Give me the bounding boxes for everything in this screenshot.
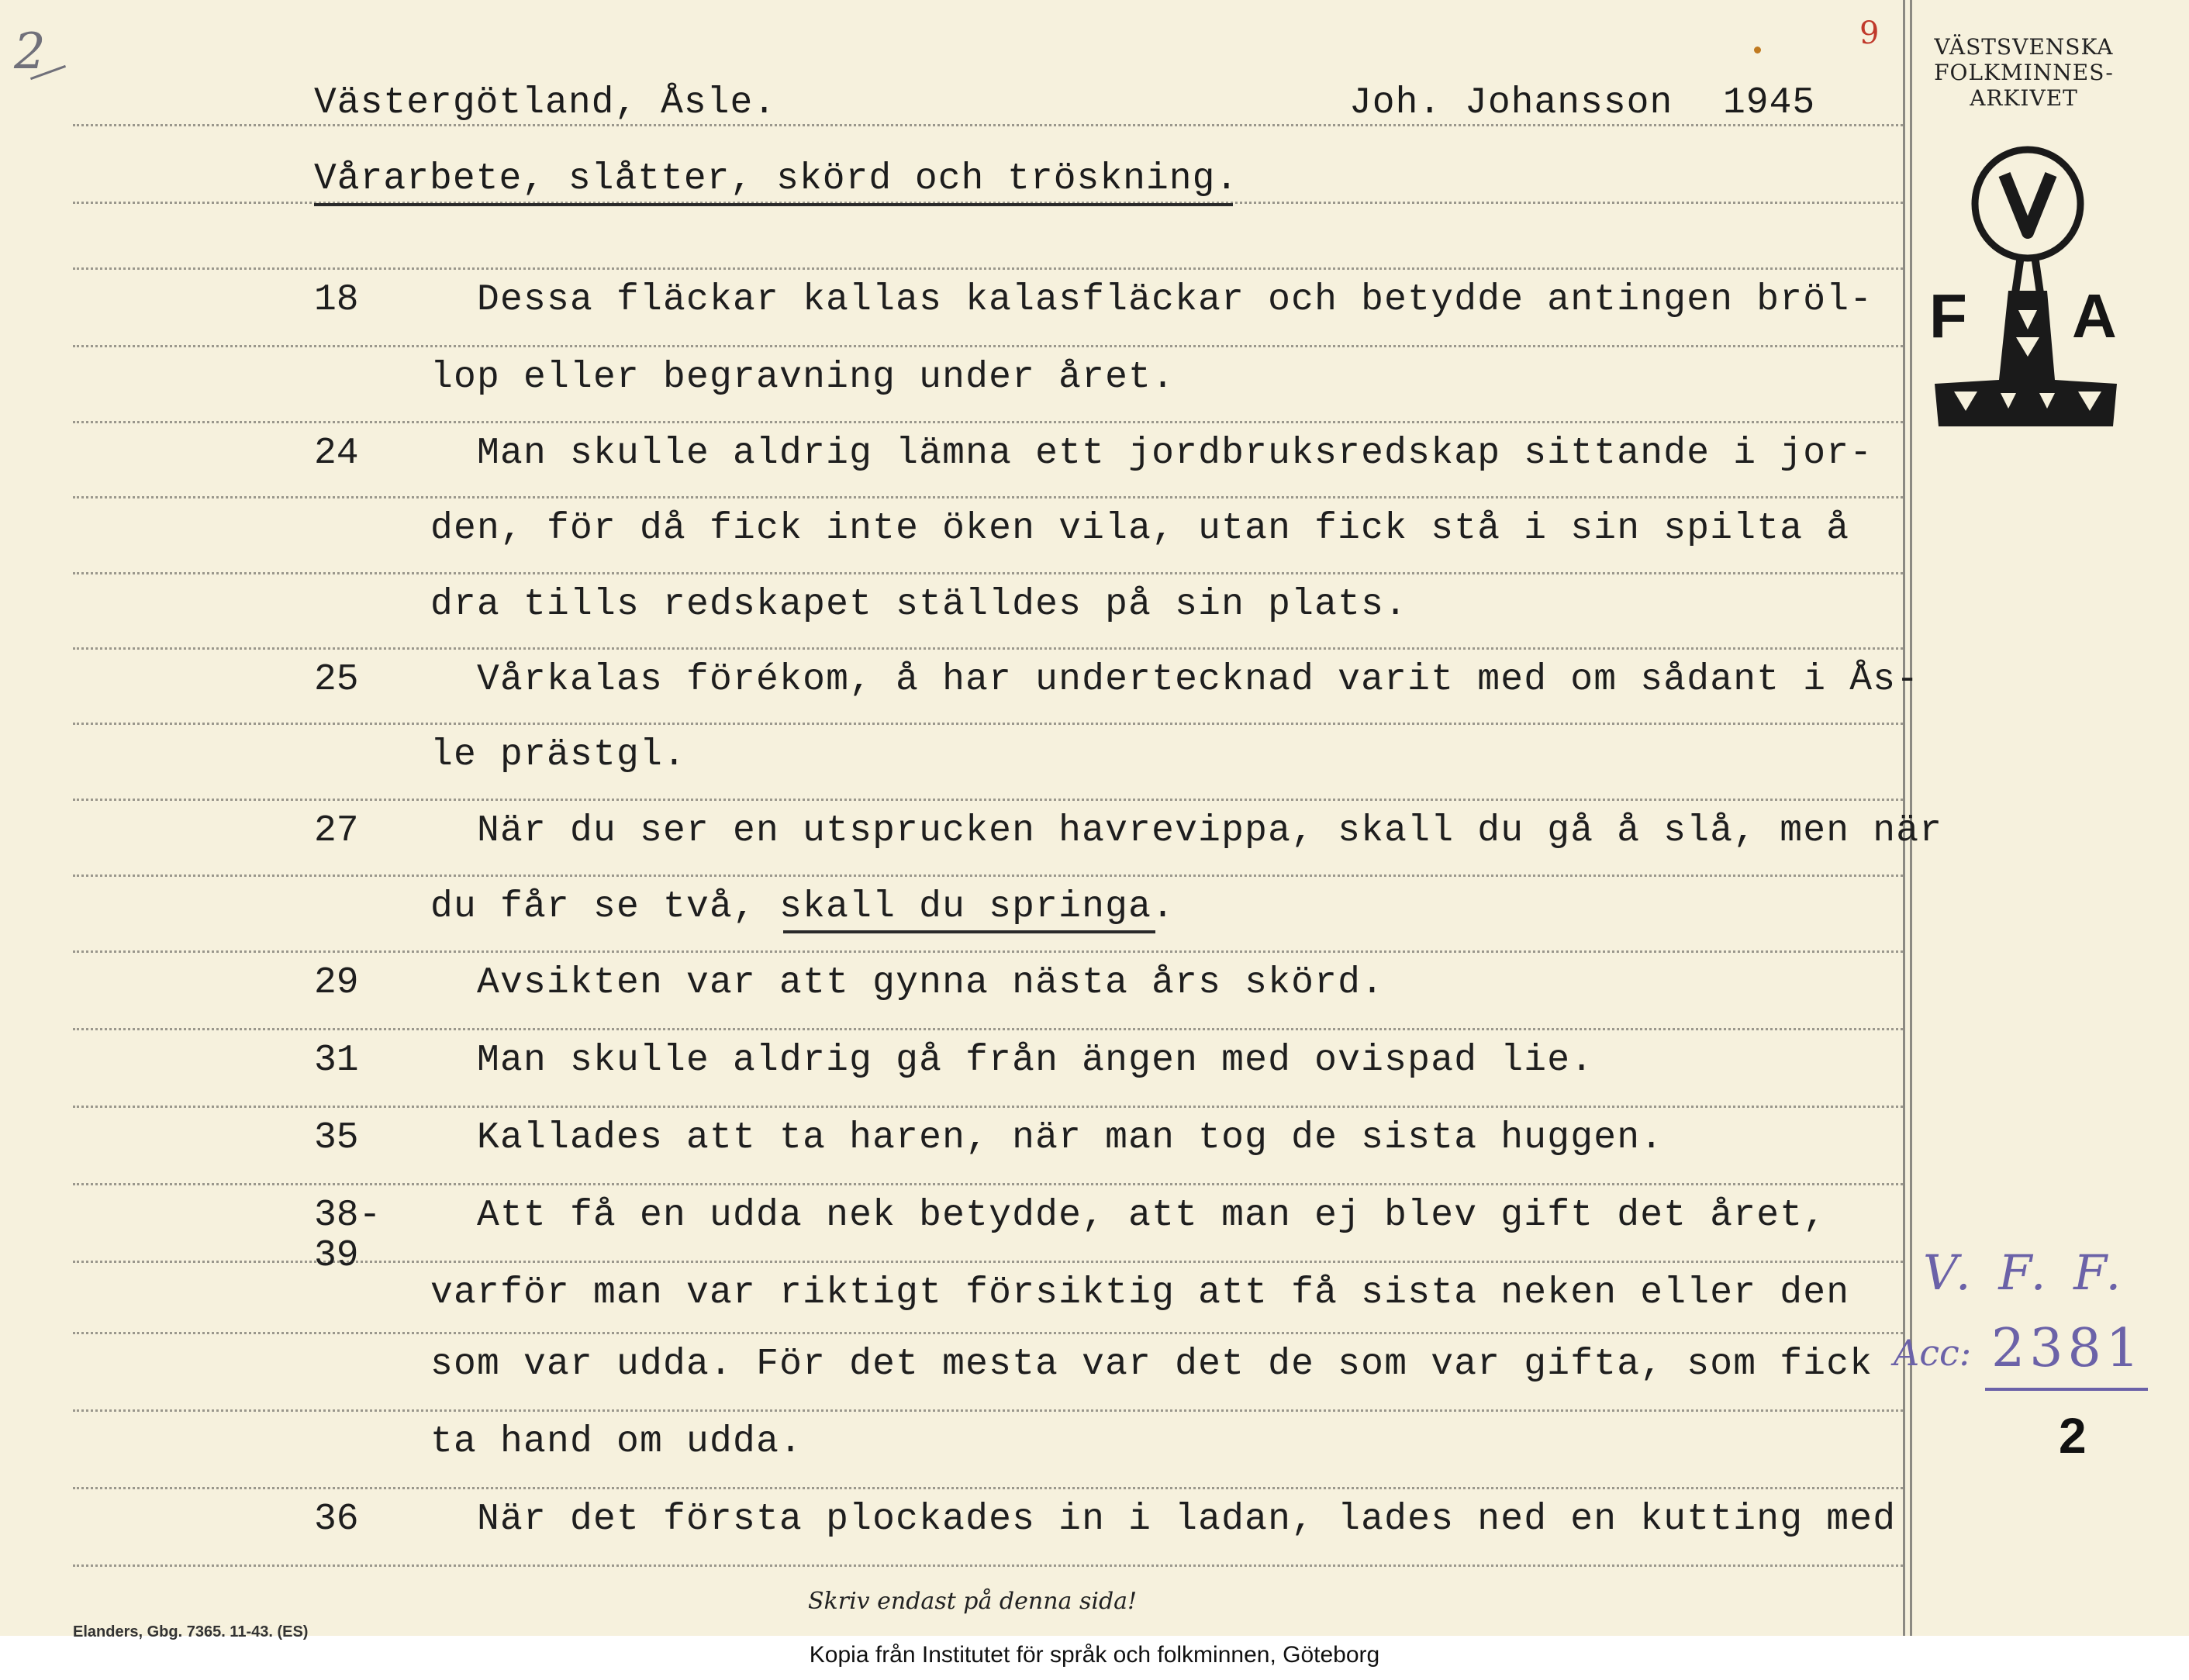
entry-text: Dessa fläckar kallas kalasfläckar och betydde antingen bröl-	[477, 279, 1873, 321]
entry-number: 35	[314, 1117, 359, 1159]
ruled-line	[73, 345, 1903, 347]
ruled-line	[73, 124, 1903, 126]
header-author: Joh. Johansson	[1349, 82, 1673, 124]
ruled-line	[73, 874, 1903, 877]
red-page-mark: 9	[1859, 16, 1880, 51]
entry-number: 31	[314, 1040, 359, 1081]
logo-letter-a: A	[2072, 281, 2117, 350]
ruled-line	[73, 799, 1903, 801]
emphasis-underline	[783, 930, 1155, 933]
entry-number: 38-	[314, 1195, 382, 1237]
archive-name-line: VÄSTSVENSKA	[1934, 34, 2114, 60]
entry-text: När du ser en utsprucken havrevippa, skall du gå å slå, men när	[477, 810, 1943, 852]
stamp-acc-label: Acc:	[1894, 1332, 1972, 1374]
archive-name-line: ARKIVET	[1970, 85, 2078, 111]
ruled-line	[73, 1106, 1903, 1108]
header-year: 1945	[1723, 82, 1816, 124]
printer-imprint: Elanders, Gbg. 7365. 11-43. (ES)	[73, 1623, 309, 1640]
entry-text: Man skulle aldrig gå från ängen med ovispad lie.	[477, 1040, 1594, 1081]
ruled-line	[73, 1332, 1903, 1334]
entry-number: 27	[314, 810, 359, 852]
entry-number: 18	[314, 279, 359, 321]
ruled-line	[73, 1487, 1903, 1489]
ruled-line	[73, 647, 1903, 650]
ruled-line	[73, 1409, 1903, 1412]
entry-number: 29	[314, 962, 359, 1004]
copy-notice: Kopia från Institutet för språk och folkminnen, Göteborg	[809, 1642, 1380, 1668]
stamp-underline	[1985, 1388, 2148, 1391]
ruled-line	[73, 950, 1903, 953]
stamp-acc-number: 2381	[1991, 1318, 2145, 1379]
header-subject: Vårarbete, slåtter, skörd och tröskning.	[314, 158, 1239, 200]
margin-mark-left: 2	[14, 23, 46, 81]
entry-text: du får se två, skall du springa.	[430, 886, 1176, 928]
entry-text: Vårkalas förékom, å har undertecknad varit med om sådant i Ås-	[477, 659, 1920, 701]
ruled-line	[73, 267, 1903, 270]
instruction-note: Skriv endast på denna sida!	[808, 1588, 1138, 1615]
entry-text: le prästgl.	[430, 734, 687, 776]
archive-name	[1915, 34, 2132, 111]
ruled-line	[73, 1183, 1903, 1185]
ruled-line	[73, 1564, 1903, 1567]
ruled-line	[73, 421, 1903, 423]
entry-number-cont: 39	[314, 1235, 359, 1277]
entry-text: dra tills redskapet ställdes på sin plats.	[430, 584, 1408, 626]
entry-number: 36	[314, 1499, 359, 1540]
stamp-vff: V. F. F.	[1923, 1244, 2128, 1301]
entry-text: Man skulle aldrig lämna ett jordbruksredskap sittande i jor-	[477, 433, 1873, 474]
entry-text: Kallades att ta haren, när man tog de sista huggen.	[477, 1117, 1664, 1159]
subject-underline	[314, 203, 1233, 206]
entry-text: När det första plockades in i ladan, lades ned en kutting med	[477, 1499, 1897, 1540]
entry-text: Att få en udda nek betydde, att man ej blev gift det året,	[477, 1195, 1827, 1237]
ruled-line	[73, 1028, 1903, 1030]
ink-dot	[1754, 47, 1761, 53]
page-number: 2	[2059, 1408, 2087, 1464]
header-location: Västergötland, Åsle.	[314, 82, 777, 124]
entry-text: lop eller begravning under året.	[430, 357, 1176, 398]
ruled-line	[73, 723, 1903, 725]
entry-number: 24	[314, 433, 359, 474]
entry-text: som var udda. För det mesta var det de som var gifta, som fick	[430, 1344, 1873, 1385]
entry-text: den, för då fick inte öken vila, utan fick stå i sin spilta å	[430, 508, 1850, 550]
logo-letter-f: F	[1929, 281, 1967, 350]
archive-name-line: FOLKMINNES-	[1934, 60, 2114, 85]
ruled-line	[73, 572, 1903, 574]
entry-number: 25	[314, 659, 359, 701]
entry-text: Avsikten var att gynna nästa års skörd.	[477, 962, 1385, 1004]
ruled-line	[73, 496, 1903, 498]
entry-text: varför man var riktigt försiktig att få sista neken eller den	[430, 1272, 1850, 1314]
entry-text: ta hand om udda.	[430, 1421, 803, 1463]
